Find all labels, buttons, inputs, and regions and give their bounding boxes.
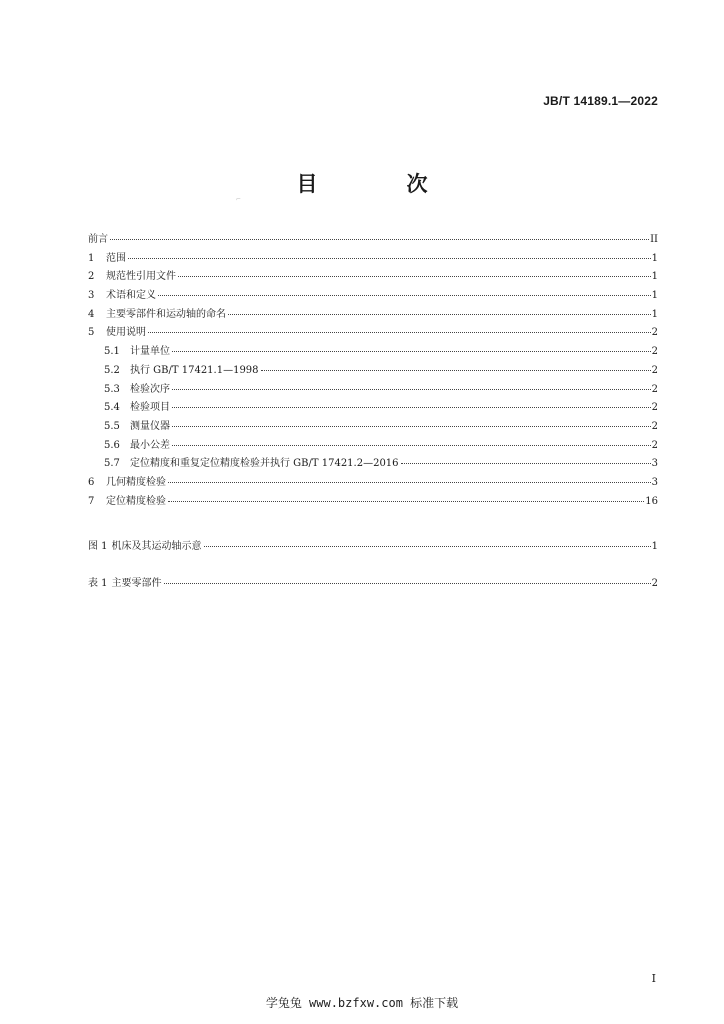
toc-entry-page: 2 — [651, 383, 658, 395]
dot-leader — [228, 314, 651, 315]
toc-entry-page: 2 — [651, 402, 658, 414]
toc-entry[interactable] — [88, 250, 658, 269]
dot-leader — [110, 239, 649, 240]
dot-leader — [164, 583, 651, 584]
table-entry[interactable] — [88, 575, 658, 594]
toc-entry-title: 定位精度检验 — [106, 495, 166, 507]
toc-entry-title: 前言 — [88, 234, 108, 245]
toc-entry[interactable] — [88, 493, 658, 512]
figure-list — [88, 538, 658, 557]
toc-entry[interactable] — [88, 474, 658, 493]
toc-entry-page: 1 — [651, 252, 658, 264]
toc-entry[interactable] — [88, 418, 658, 437]
toc-entry-page: 2 — [651, 346, 658, 358]
toc-entry-page: 2 — [651, 420, 658, 432]
toc-entry-title: 测量仪器 — [130, 420, 170, 432]
toc-entry-page: 1 — [651, 271, 658, 283]
dot-leader — [172, 351, 651, 352]
toc-entry-number: 5.3 — [104, 383, 120, 395]
toc-entry-number: 2 — [88, 271, 95, 283]
dot-leader — [172, 389, 651, 390]
toc-entry[interactable] — [88, 268, 658, 287]
toc-entry[interactable] — [88, 343, 658, 362]
toc-entry-page: 3 — [651, 476, 658, 488]
standard-code: JB/T 14189.1—2022 — [543, 94, 658, 108]
dot-leader — [172, 445, 651, 446]
toc-entry-title: 几何精度检验 — [106, 476, 166, 488]
toc-entry-title: 执行 GB/T 17421.1—1998 — [130, 364, 259, 376]
scan-mark: ⌐ — [236, 196, 242, 203]
toc-entry-page: 3 — [651, 458, 658, 470]
toc-entry-page: 2 — [651, 364, 658, 376]
page-title: 目 次 — [296, 172, 462, 196]
toc-entry-title: 定位精度和重复定位精度检验并执行 GB/T 17421.2—2016 — [130, 458, 399, 470]
toc-entry[interactable] — [88, 324, 658, 343]
table-entry-title: 主要零部件 — [111, 578, 162, 589]
toc-entry-number: 4 — [88, 308, 95, 320]
figure-entry[interactable] — [88, 538, 658, 557]
toc-entry[interactable] — [88, 231, 658, 250]
toc-entry-title: 规范性引用文件 — [106, 271, 176, 283]
toc-entry-number: 6 — [88, 476, 95, 488]
dot-leader — [178, 276, 651, 277]
toc-entry-number: 5.5 — [104, 420, 120, 432]
dot-leader — [128, 258, 651, 259]
table-list — [88, 575, 658, 594]
toc-entry[interactable] — [88, 381, 658, 400]
toc-entry[interactable] — [88, 306, 658, 325]
dot-leader — [261, 370, 651, 371]
toc-entry[interactable] — [88, 399, 658, 418]
toc-entry-number: 5.4 — [104, 402, 120, 414]
toc-entry-number: 5.2 — [104, 364, 120, 376]
page-number: I — [651, 972, 656, 985]
toc-entry-page: 1 — [651, 290, 658, 302]
toc-entry-number: 3 — [88, 290, 95, 302]
toc-entry-number: 5.1 — [104, 346, 120, 358]
figure-entry-title: 机床及其运动轴示意 — [111, 541, 202, 552]
toc-entry-page: II — [650, 234, 658, 245]
table-of-contents — [88, 231, 658, 511]
toc-entry[interactable] — [88, 362, 658, 381]
toc-entry-title: 范围 — [106, 252, 126, 264]
toc-entry[interactable] — [88, 287, 658, 306]
dot-leader — [168, 482, 651, 483]
toc-entry-title: 使用说明 — [106, 327, 146, 339]
toc-entry-title: 检验项目 — [130, 402, 170, 414]
dot-leader — [204, 546, 651, 547]
dot-leader — [172, 426, 651, 427]
toc-entry-title: 检验次序 — [130, 383, 170, 395]
toc-entry-number: 5 — [88, 327, 95, 339]
toc-entry-title: 计量单位 — [130, 346, 170, 358]
toc-entry-number: 1 — [88, 252, 95, 264]
toc-entry-page: 2 — [651, 327, 658, 339]
footer-watermark: 学兔兔 www.bzfxw.com 标准下载 — [265, 996, 459, 1010]
toc-entry-page: 2 — [651, 439, 658, 451]
toc-entry-title: 术语和定义 — [106, 290, 156, 302]
toc-entry[interactable] — [88, 437, 658, 456]
toc-entry-page: 1 — [651, 308, 658, 320]
toc-entry[interactable] — [88, 455, 658, 474]
toc-entry-number: 5.7 — [104, 458, 120, 470]
toc-entry-page: 16 — [645, 495, 658, 507]
dot-leader — [172, 407, 651, 408]
toc-entry-title: 主要零部件和运动轴的命名 — [106, 308, 226, 320]
table-entry-page: 2 — [651, 578, 658, 589]
dot-leader — [401, 463, 651, 464]
figure-entry-page: 1 — [651, 541, 658, 552]
figure-entry-number: 图 1 — [88, 541, 108, 552]
toc-entry-number: 7 — [88, 495, 95, 507]
table-entry-number: 表 1 — [88, 578, 108, 589]
dot-leader — [148, 332, 651, 333]
dot-leader — [158, 295, 651, 296]
toc-entry-number: 5.6 — [104, 439, 120, 451]
dot-leader — [168, 501, 644, 502]
toc-entry-title: 最小公差 — [130, 439, 170, 451]
